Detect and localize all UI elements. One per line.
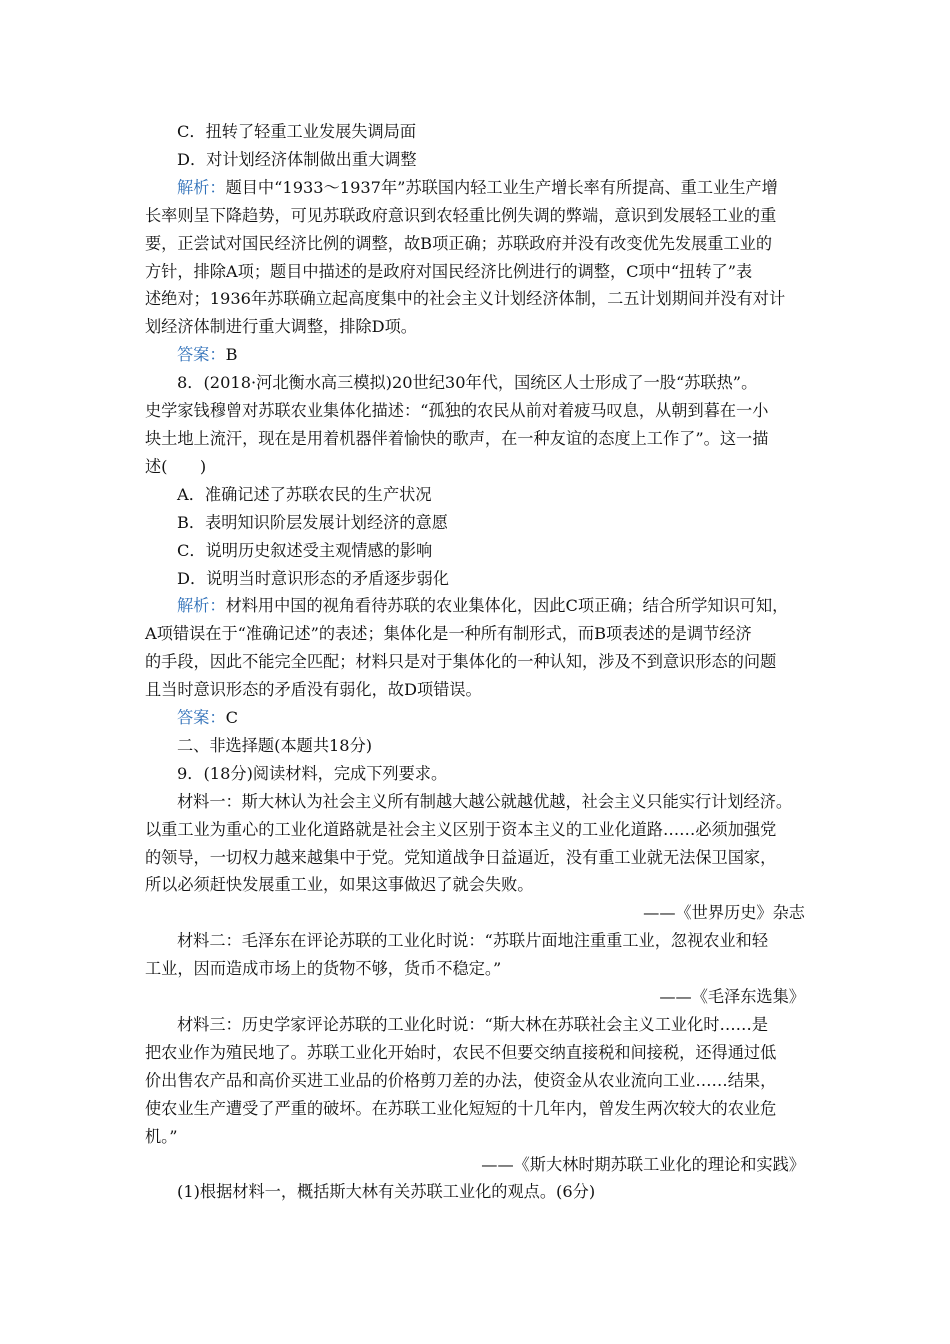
material1-source: ——《世界历史》杂志 [643,903,805,923]
q7-analysis-line: 长率则呈下降趋势，可见苏联政府意识到农轻重比例失调的弊端，意识到发展轻工业的重 [145,205,777,225]
material1-line: 材料一：斯大林认为社会主义所有制越大越公就越优越，社会主义只能实行计划经济。 [177,791,793,811]
material3-line: 价出售农产品和高价买进工业品的价格剪刀差的办法，使资金从农业流向工业……结果， [145,1070,777,1090]
material1-line: 以重工业为重心的工业化道路就是社会主义区别于资本主义的工业化道路……必须加强党 [145,819,777,839]
section-heading: 二、非选择题(本题共18分) [177,735,373,755]
q7-option-c: C．扭转了轻重工业发展失调局面 [177,122,417,141]
material1-line: 所以必须赶快发展重工业，如果这事做迟了就会失败。 [145,875,534,895]
q7-answer [145,341,805,369]
q7-analysis-line: 要，正尝试对国民经济比例的调整，故B项正确；苏联政府并没有改变优先发展重工业的 [145,233,773,253]
q7-analysis-line: 划经济体制进行重大调整，排除D项。 [145,317,417,337]
material2-source: ——《毛泽东选集》 [659,987,805,1007]
q7-analysis-line: 解析：题目中“1933～1937年”苏联国内轻工业生产增长率有所提高、重工业生产增 [177,177,778,197]
q7-option-d: D．对计划经济体制做出重大调整 [177,149,417,169]
q8-answer-label: 答案： [177,708,226,728]
q7-answer-label: 答案： [177,345,226,365]
material3-line: 使农业生产遭受了严重的破坏。在苏联工业化短短的十几年内，曾发生两次较大的农业危 [145,1098,777,1118]
q8-stem-line: 史学家钱穆曾对苏联农业集体化描述：“孤独的农民从前对着疲马叹息，从朝到暮在一小 [145,401,769,421]
q7-answer-value: B [225,345,238,365]
q8-analysis-label: 解析： [177,596,226,616]
q8-analysis-line: 的手段，因此不能完全匹配；材料只是对于集体化的一种认知，涉及不到意识形态的问题 [145,652,777,672]
q8-analysis-line: 且当时意识形态的矛盾没有弱化，故D项错误。 [145,680,482,700]
material3-line: 机。” [145,1126,178,1146]
document-body [145,118,805,1206]
material3-line: 材料三：历史学家评论苏联的工业化时说：“斯大林在苏联社会主义工业化时……是 [177,1015,769,1034]
material2-line: 工业，因而造成市场上的货物不够，货币不稳定。” [145,959,502,979]
q7-analysis-line: 述绝对；1936年苏联确立起高度集中的社会主义计划经济体制，二五计划期间并没有对计 [145,289,786,309]
q8-answer-value: C [225,708,238,728]
material3-line: 把农业作为殖民地了。苏联工业化开始时，农民不但要交纳直接税和间接税，还得通过低 [145,1042,777,1062]
q8-answer [145,704,805,732]
q8-analysis-line: 解析：材料用中国的视角看待苏联的农业集体化，因此C项正确；结合所学知识可知， [177,596,789,616]
q8-stem-line: 块土地上流汗，现在是用着机器伴着愉快的歌声，在一种友谊的态度上工作了”。这一描 [145,428,769,448]
q7-analysis-line: 方针，排除A项；题目中描述的是政府对国民经济比例进行的调整，C项中“扭转了”表 [145,261,753,281]
material3-source: ——《斯大林时期苏联工业化的理论和实践》 [481,1154,805,1174]
q9-sub-question-1: (1)根据材料一，概括斯大林有关苏联工业化的观点。(6分) [177,1182,596,1202]
q7-analysis-label: 解析： [177,177,226,197]
q8-option-d: D．说明当时意识形态的矛盾逐步弱化 [177,568,449,588]
q8-option-b: B．表明知识阶层发展计划经济的意愿 [177,512,448,532]
q8-analysis-line: A项错误在于“准确记述”的表述；集体化是一种所有制形式，而B项表述的是调节经济 [145,624,752,644]
q8-option-c: C．说明历史叙述受主观情感的影响 [177,540,433,560]
q8-stem-line: 述( ) [145,456,207,476]
material2-line: 材料二：毛泽东在评论苏联的工业化时说：“苏联片面地注重重工业，忽视农业和轻 [177,931,769,951]
material1-line: 的领导，一切权力越来越集中于党。党知道战争日益逼近，没有重工业就无法保卫国家， [145,847,777,867]
q8-stem-line: 8．(2018·河北衡水高三模拟)20世纪30年代，国统区人士形成了一股“苏联热”。 [177,373,758,393]
q8-option-a: A．准确记述了苏联农民的生产状况 [177,484,432,504]
q9-stem: 9．(18分)阅读材料，完成下列要求。 [177,763,448,783]
